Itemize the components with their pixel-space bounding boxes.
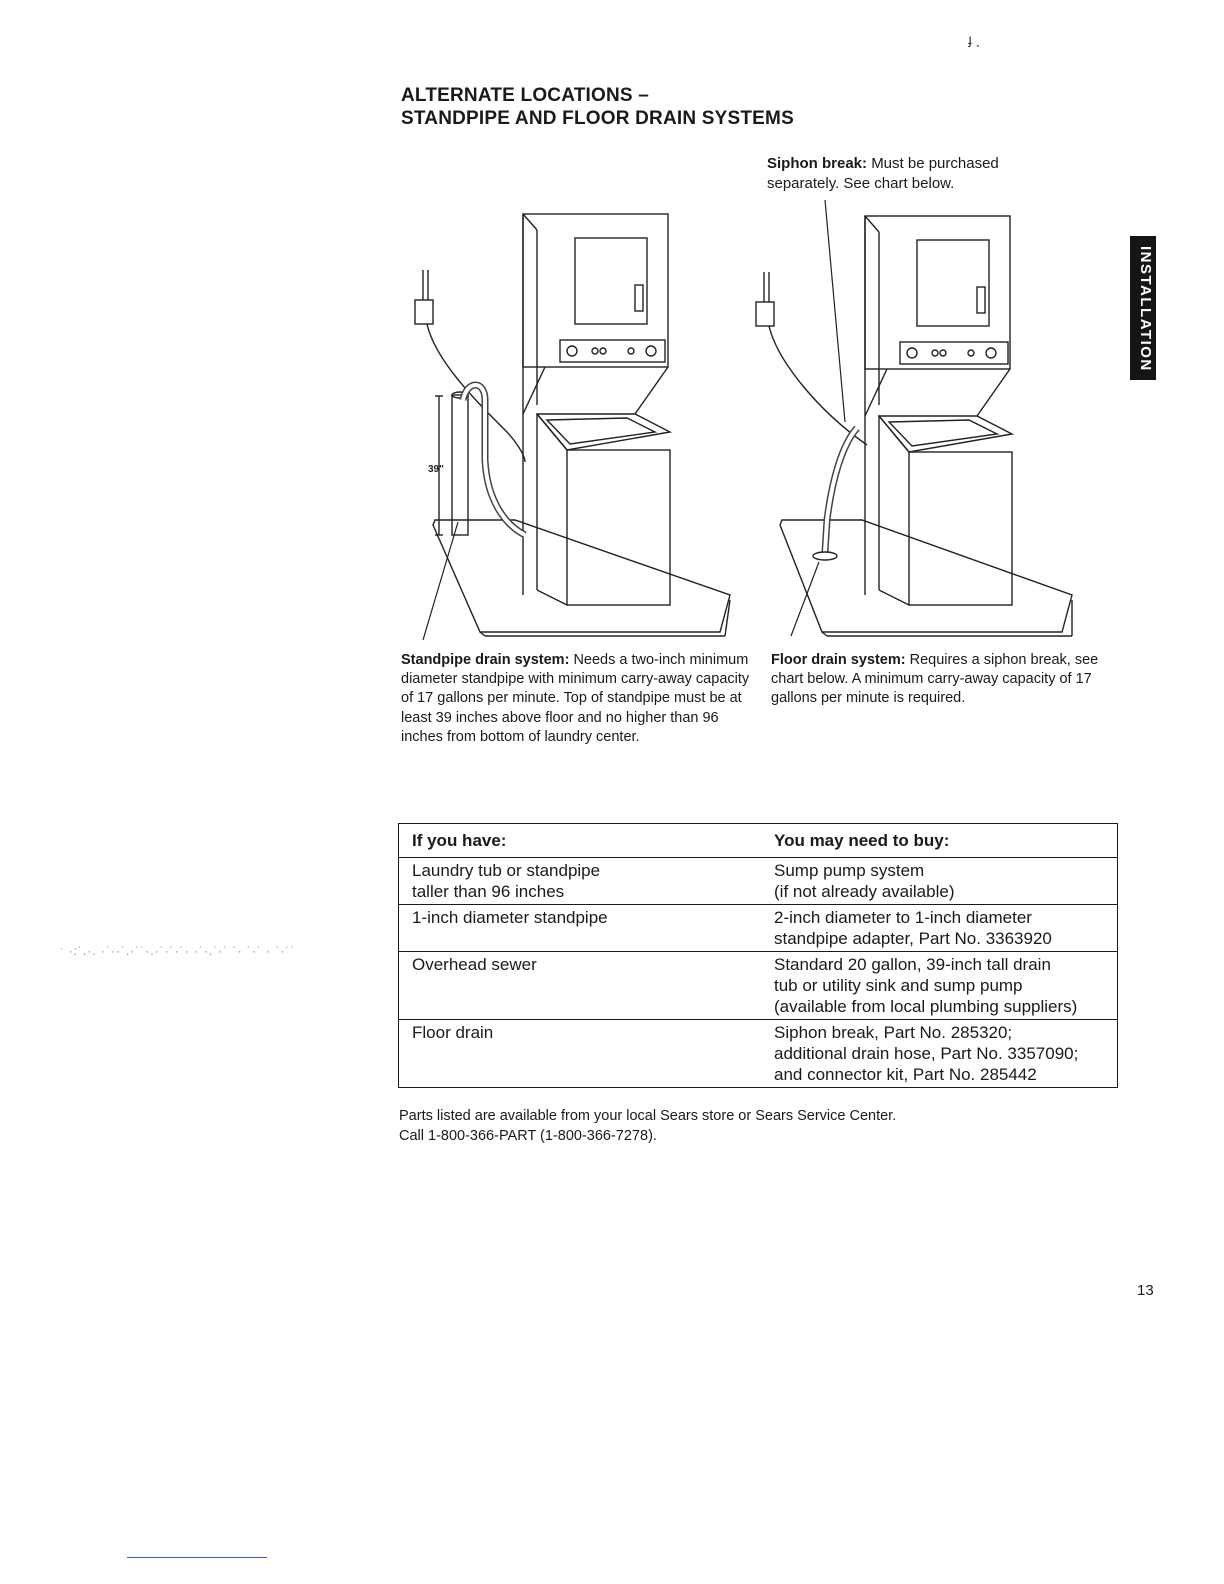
siphon-break-text: Must be purchased separately. See chart below. (767, 155, 999, 192)
header-you-may-need: You may need to buy: (774, 831, 950, 850)
laundry-center-illustration (395, 200, 1095, 645)
parts-footnote (399, 1107, 896, 1146)
floor-drain-leader-line (791, 562, 819, 636)
standpipe (452, 395, 468, 535)
page-heading (401, 84, 794, 130)
siphon-break-callout (767, 154, 1057, 194)
table-cell-buy: Sump pump system (if not already available) (774, 861, 955, 901)
water-faucet (415, 300, 433, 324)
standpipe-caption-text: Needs a two-inch minimum diameter standpipe with minimum carry-away capacity of 17 gallons per minute. Top of standpipe must be at least 39 inches above floor and no higher than 96 inches from bottom of laundry center. (401, 652, 750, 745)
dryer-cabinet (523, 214, 668, 367)
dimension-label: 39" (428, 464, 444, 475)
standpipe-illustration (415, 214, 730, 640)
floor-platform (433, 520, 730, 632)
heading-line-1: ALTERNATE LOCATIONS – (401, 85, 650, 106)
table-cell-have: Laundry tub or standpipe taller than 96 inches (412, 861, 601, 901)
standpipe-caption (401, 651, 751, 747)
header-if-you-have: If you have: (412, 831, 507, 850)
heading-line-2: STANDPIPE AND FLOOR DRAIN SYSTEMS (401, 108, 794, 129)
table-header-row (399, 824, 1118, 858)
floor-drain (813, 552, 837, 560)
installation-side-tab (1130, 236, 1156, 380)
table-cell-have: 1-inch diameter standpipe (412, 908, 608, 927)
siphon-break-label: Siphon break: (767, 155, 868, 172)
floor-drain-caption-label: Floor drain system: (771, 652, 906, 668)
dryer-cabinet-right (865, 216, 1010, 369)
table-row (399, 905, 1118, 952)
table-cell-buy: Standard 20 gallon, 39-inch tall drain tub or utility sink and sump pump (available from local plumbing suppliers) (774, 955, 1078, 1016)
floor-drain-illustration (756, 200, 1072, 636)
standpipe-leader-line (423, 522, 458, 640)
table-cell-have: Floor drain (412, 1023, 494, 1042)
table-row (399, 858, 1118, 905)
footnote-line-1: Parts listed are available from your local Sears store or Sears Service Center. (399, 1108, 897, 1124)
footnote-line-2: Call 1-800-366-PART (1-800-366-7278). (399, 1127, 657, 1144)
dryer-control-panel (560, 340, 665, 362)
table-cell-buy: Siphon break, Part No. 285320; additional drain hose, Part No. 3357090; and connector kit, Part No. 285442 (774, 1023, 1079, 1084)
side-tab-label: INSTALLATION (1137, 246, 1154, 372)
page-number: 13 (1137, 1282, 1154, 1299)
washer-cabinet (567, 450, 670, 605)
floor-drain-caption (771, 651, 1101, 709)
table-row (399, 1020, 1118, 1088)
table-row (399, 952, 1118, 1020)
standpipe-caption-label: Standpipe drain system: (401, 652, 570, 668)
floor-drain-caption-text: Requires a siphon break, see chart below. A minimum carry-away capacity of 17 gallons per minute is required. (771, 652, 1099, 707)
table-cell-buy: 2-inch diameter to 1-inch diameter standpipe adapter, Part No. 3363920 (774, 908, 1052, 948)
parts-table (398, 823, 1118, 1088)
scan-speckle: ˑ ·:˙.·. ·˙··˙.·˙˙·.·˙·˙·˙· ·˙·.˙·˙ ˙· ˙·˙ · ˙·˙˙ (60, 944, 296, 958)
blue-underline-artifact (127, 1557, 267, 1558)
scan-artifact: ɟ ˎ (968, 31, 981, 47)
siphon-break-leader-line (825, 200, 845, 422)
table-cell-have: Overhead sewer (412, 955, 537, 974)
drain-hose (463, 385, 525, 535)
